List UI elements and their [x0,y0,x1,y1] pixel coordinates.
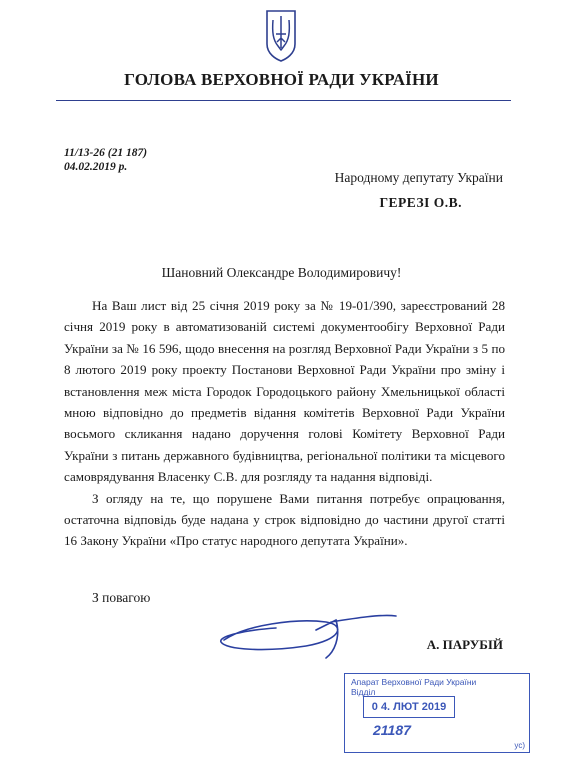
addressee-role: Народному депутату України [334,170,503,185]
trident-icon [264,8,298,62]
stamp-date: 0 4. ЛЮТ 2019 [363,696,455,718]
stamp-header [351,677,476,697]
registration-number: 11/13-26 (21 187) [64,147,148,159]
stamp-tail: ус) [514,741,525,750]
closing: З повагою [92,590,151,605]
letter-body [64,295,505,552]
signatory-name: А. ПАРУБІЙ [426,637,503,652]
stamp-line-2: Відділ [351,687,376,697]
registration-stamp [344,673,530,753]
signature-mark [206,600,406,670]
body-paragraph-2: З огляду на те, що порушене Вами питання потребує опрацювання, остаточна відповідь буде надана у строк відповідно до частини другої статті 16 Закону України «Про статус народного депутата України». [64,490,505,549]
header-divider [56,100,511,101]
registration-date: 04.02.2019 р. [64,161,128,173]
salutation: Шановний Олександре Володимировичу! [161,265,402,280]
addressee-name: ГЕРЕЗІ О.В. [379,195,462,210]
header-title: ГОЛОВА ВЕРХОВНОЇ РАДИ УКРАЇНИ [124,70,439,89]
stamp-number: 21187 [373,722,411,738]
stamp-line-1: Апарат Верховної Ради України [351,677,477,687]
body-paragraph-1: На Ваш лист від 25 січня 2019 року за № 19-01/390, зареєстрований 28 січня 2019 року в автоматизованій системі документообігу Верховної Ради України за № 16 596, щодо внесення на розгляд Верховної Ради України з 5 по 8 лютого 2019 року проекту Постанови Верховної Ради України про зміну і встановлення меж міста Городок Городоцького району Хмельницької області мною відповідно до предметів відання комітетів Верховної Ради України восьмого скликання надано доручення голові Комітету Верховної Ради України з питань державного будівництва, регіональної політики та місцевого самоврядування Власенку С.В. для розгляду та надання відповіді. [64,298,505,485]
